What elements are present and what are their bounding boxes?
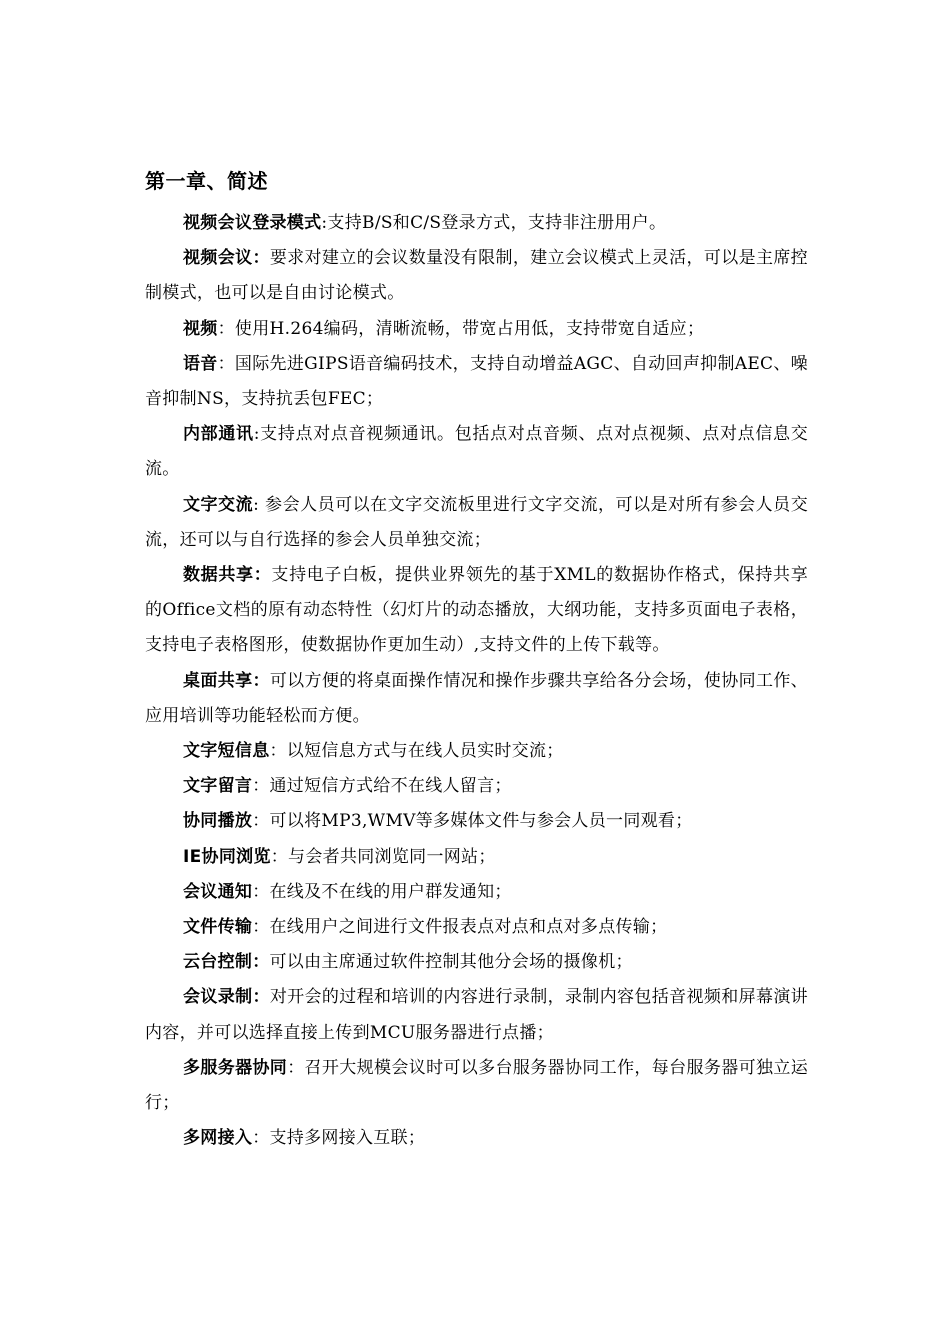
- feature-term: 文件传输: [183, 917, 253, 938]
- feature-term: 协同播放: [183, 811, 253, 832]
- feature-description: ：在线及不在线的用户群发通知；: [252, 881, 512, 902]
- feature-description: ：可以将MP3,WMV等多媒体文件与参会人员一同观看；: [252, 811, 693, 832]
- feature-description: 对开会的过程和培训的内容进行录制，录制内容包括音视频和屏幕演讲内容，并可以选择直接上传到MCU服务器进行点播；: [145, 987, 808, 1043]
- feature-description: :支持点对点音视频通讯。包括点对点音频、点对点视频、点对点信息交流。: [145, 424, 809, 480]
- feature-description: 可以方便的将桌面操作情况和操作步骤共享给各分会场，使协同工作、应用培训等功能轻松而方便。: [145, 670, 808, 726]
- feature-term: 会议录制：: [183, 987, 270, 1008]
- feature-description: ：召开大规模会议时可以多台服务器协同工作，每台服务器可独立运行；: [145, 1057, 808, 1114]
- feature-term: 文字留言: [183, 776, 253, 797]
- feature-description: :支持B/S和C/S登录方式，支持非注册用户。: [321, 213, 667, 233]
- feature-term: IE协同浏览: [183, 846, 271, 867]
- feature-paragraph: [145, 875, 808, 910]
- feature-description: ：支持多网接入互联；: [252, 1128, 426, 1149]
- feature-paragraph: [145, 840, 808, 875]
- feature-term: 内部通讯: [183, 424, 254, 445]
- feature-term: 多服务器协同: [183, 1057, 288, 1078]
- feature-paragraph: [145, 347, 808, 417]
- feature-paragraph: [145, 945, 808, 980]
- feature-term: 文字交流: [183, 494, 254, 515]
- feature-description: : 参会人员可以在文字交流板里进行文字交流，可以是对所有参会人员交流，还可以与自行选择的参会人员单独交流；: [145, 494, 809, 550]
- feature-paragraph: [145, 664, 808, 734]
- feature-paragraph: [145, 769, 808, 804]
- feature-list: [145, 206, 808, 1156]
- feature-term: 视频会议：: [183, 248, 270, 269]
- feature-term: 多网接入: [183, 1128, 253, 1149]
- feature-paragraph: [145, 1051, 808, 1121]
- feature-description: ：在线用户之间进行文件报表点对点和点对多点传输；: [252, 917, 668, 938]
- feature-paragraph: [145, 417, 808, 487]
- feature-paragraph: [145, 980, 808, 1050]
- feature-description: 要求对建立的会议数量没有限制，建立会议模式上灵活，可以是主席控制模式，也可以是自由讨论模式。: [145, 248, 808, 304]
- feature-term: 视频: [183, 318, 218, 339]
- feature-term: 云台控制：: [183, 952, 270, 973]
- feature-paragraph: [145, 241, 808, 311]
- feature-description: ：国际先进GIPS语音编码技术，支持自动增益AGC、自动回声抑制AEC、噪音抑制NS，支持抗丢包FEC；: [145, 353, 808, 410]
- feature-term: 视频会议登录模式: [183, 213, 322, 233]
- feature-term: 桌面共享：: [183, 670, 270, 691]
- feature-description: ：使用H.264编码，清晰流畅，带宽占用低，支持带宽自适应；: [217, 318, 705, 339]
- feature-paragraph: [145, 488, 808, 558]
- feature-term: 文字短信息: [183, 741, 270, 762]
- feature-description: ：以短信息方式与在线人员实时交流；: [269, 741, 564, 762]
- feature-term: 会议通知: [183, 881, 253, 902]
- feature-paragraph: [145, 1121, 808, 1156]
- feature-term: 数据共享：: [183, 565, 272, 586]
- feature-paragraph: [145, 804, 808, 839]
- feature-term: 语音: [183, 353, 218, 374]
- chapter-title: 第一章、简述: [145, 169, 268, 193]
- feature-paragraph: [145, 312, 808, 347]
- feature-paragraph: [145, 734, 808, 769]
- feature-description: 可以由主席通过软件控制其他分会场的摄像机；: [269, 952, 633, 973]
- feature-description: ：与会者共同浏览同一网站；: [270, 846, 496, 867]
- feature-description: 支持电子白板，提供业界领先的基于XML的数据协作格式，保持共享的Office文档的原有动态特性（幻灯片的动态播放，大纲功能，支持多页面电子表格，支持电子表格图形，使数据协作更加生动）,支持文件的上传下载等。: [145, 565, 809, 656]
- feature-paragraph: [145, 910, 808, 945]
- feature-description: ：通过短信方式给不在线人留言；: [252, 776, 512, 797]
- feature-paragraph: [145, 558, 808, 664]
- feature-paragraph: [145, 206, 808, 241]
